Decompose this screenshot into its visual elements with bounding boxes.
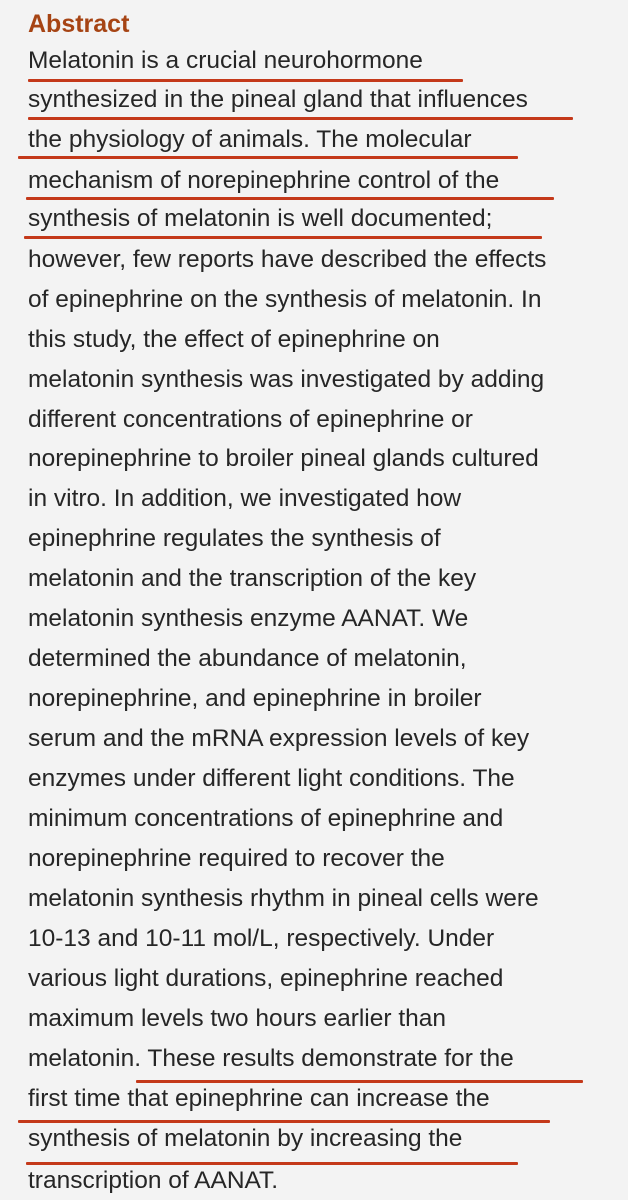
- red-underline-annotation: [18, 1120, 550, 1123]
- abstract-line-18: serum and the mRNA expression levels of key: [28, 725, 530, 752]
- abstract-line-17: norepinephrine, and epinephrine in broiler: [28, 685, 482, 712]
- abstract-line-7: of epinephrine on the synthesis of melatonin. In: [28, 286, 542, 313]
- abstract-line-20: minimum concentrations of epinephrine and: [28, 805, 504, 832]
- red-underline-annotation: [26, 1162, 518, 1165]
- abstract-line-23: 10-13 and 10-11 mol/L, respectively. Under: [28, 925, 495, 952]
- abstract-line-11: norepinephrine to broiler pineal glands cultured: [28, 445, 539, 472]
- abstract-line-19: enzymes under different light conditions. The: [28, 765, 515, 792]
- abstract-line-25: maximum levels two hours earlier than: [28, 1005, 447, 1032]
- abstract-line-21: norepinephrine required to recover the: [28, 845, 445, 872]
- abstract-line-4: mechanism of norepinephrine control of the: [28, 167, 500, 194]
- abstract-line-28: synthesis of melatonin by increasing the: [28, 1125, 463, 1152]
- abstract-line-5: synthesis of melatonin is well documented;: [28, 205, 493, 232]
- abstract-line-3: the physiology of animals. The molecular: [28, 126, 472, 153]
- abstract-line-22: melatonin synthesis rhythm in pineal cells were: [28, 885, 539, 912]
- red-underline-annotation: [24, 236, 542, 239]
- abstract-line-15: melatonin synthesis enzyme AANAT. We: [28, 605, 469, 632]
- abstract-line-29: transcription of AANAT.: [28, 1167, 279, 1194]
- abstract-line-16: determined the abundance of melatonin,: [28, 645, 467, 672]
- abstract-line-13: epinephrine regulates the synthesis of: [28, 525, 441, 552]
- red-underline-annotation: [28, 79, 463, 82]
- abstract-line-6: however, few reports have described the effects: [28, 246, 547, 273]
- abstract-line-1: Melatonin is a crucial neurohormone: [28, 47, 423, 74]
- abstract-line-10: different concentrations of epinephrine or: [28, 406, 473, 433]
- abstract-line-26: melatonin. These results demonstrate for the: [28, 1045, 514, 1072]
- red-underline-annotation: [18, 156, 518, 159]
- red-underline-annotation: [136, 1080, 583, 1083]
- red-underline-annotation: [28, 117, 573, 120]
- abstract-line-12: in vitro. In addition, we investigated how: [28, 485, 462, 512]
- red-underline-annotation: [26, 197, 554, 200]
- abstract-line-2: synthesized in the pineal gland that influences: [28, 86, 528, 113]
- abstract-line-27: first time that epinephrine can increase the: [28, 1085, 490, 1112]
- abstract-line-8: this study, the effect of epinephrine on: [28, 326, 440, 353]
- abstract-line-24: various light durations, epinephrine reached: [28, 965, 504, 992]
- abstract-line-9: melatonin synthesis was investigated by adding: [28, 366, 545, 393]
- abstract-line-14: melatonin and the transcription of the key: [28, 565, 477, 592]
- abstract-heading: Abstract: [28, 10, 130, 38]
